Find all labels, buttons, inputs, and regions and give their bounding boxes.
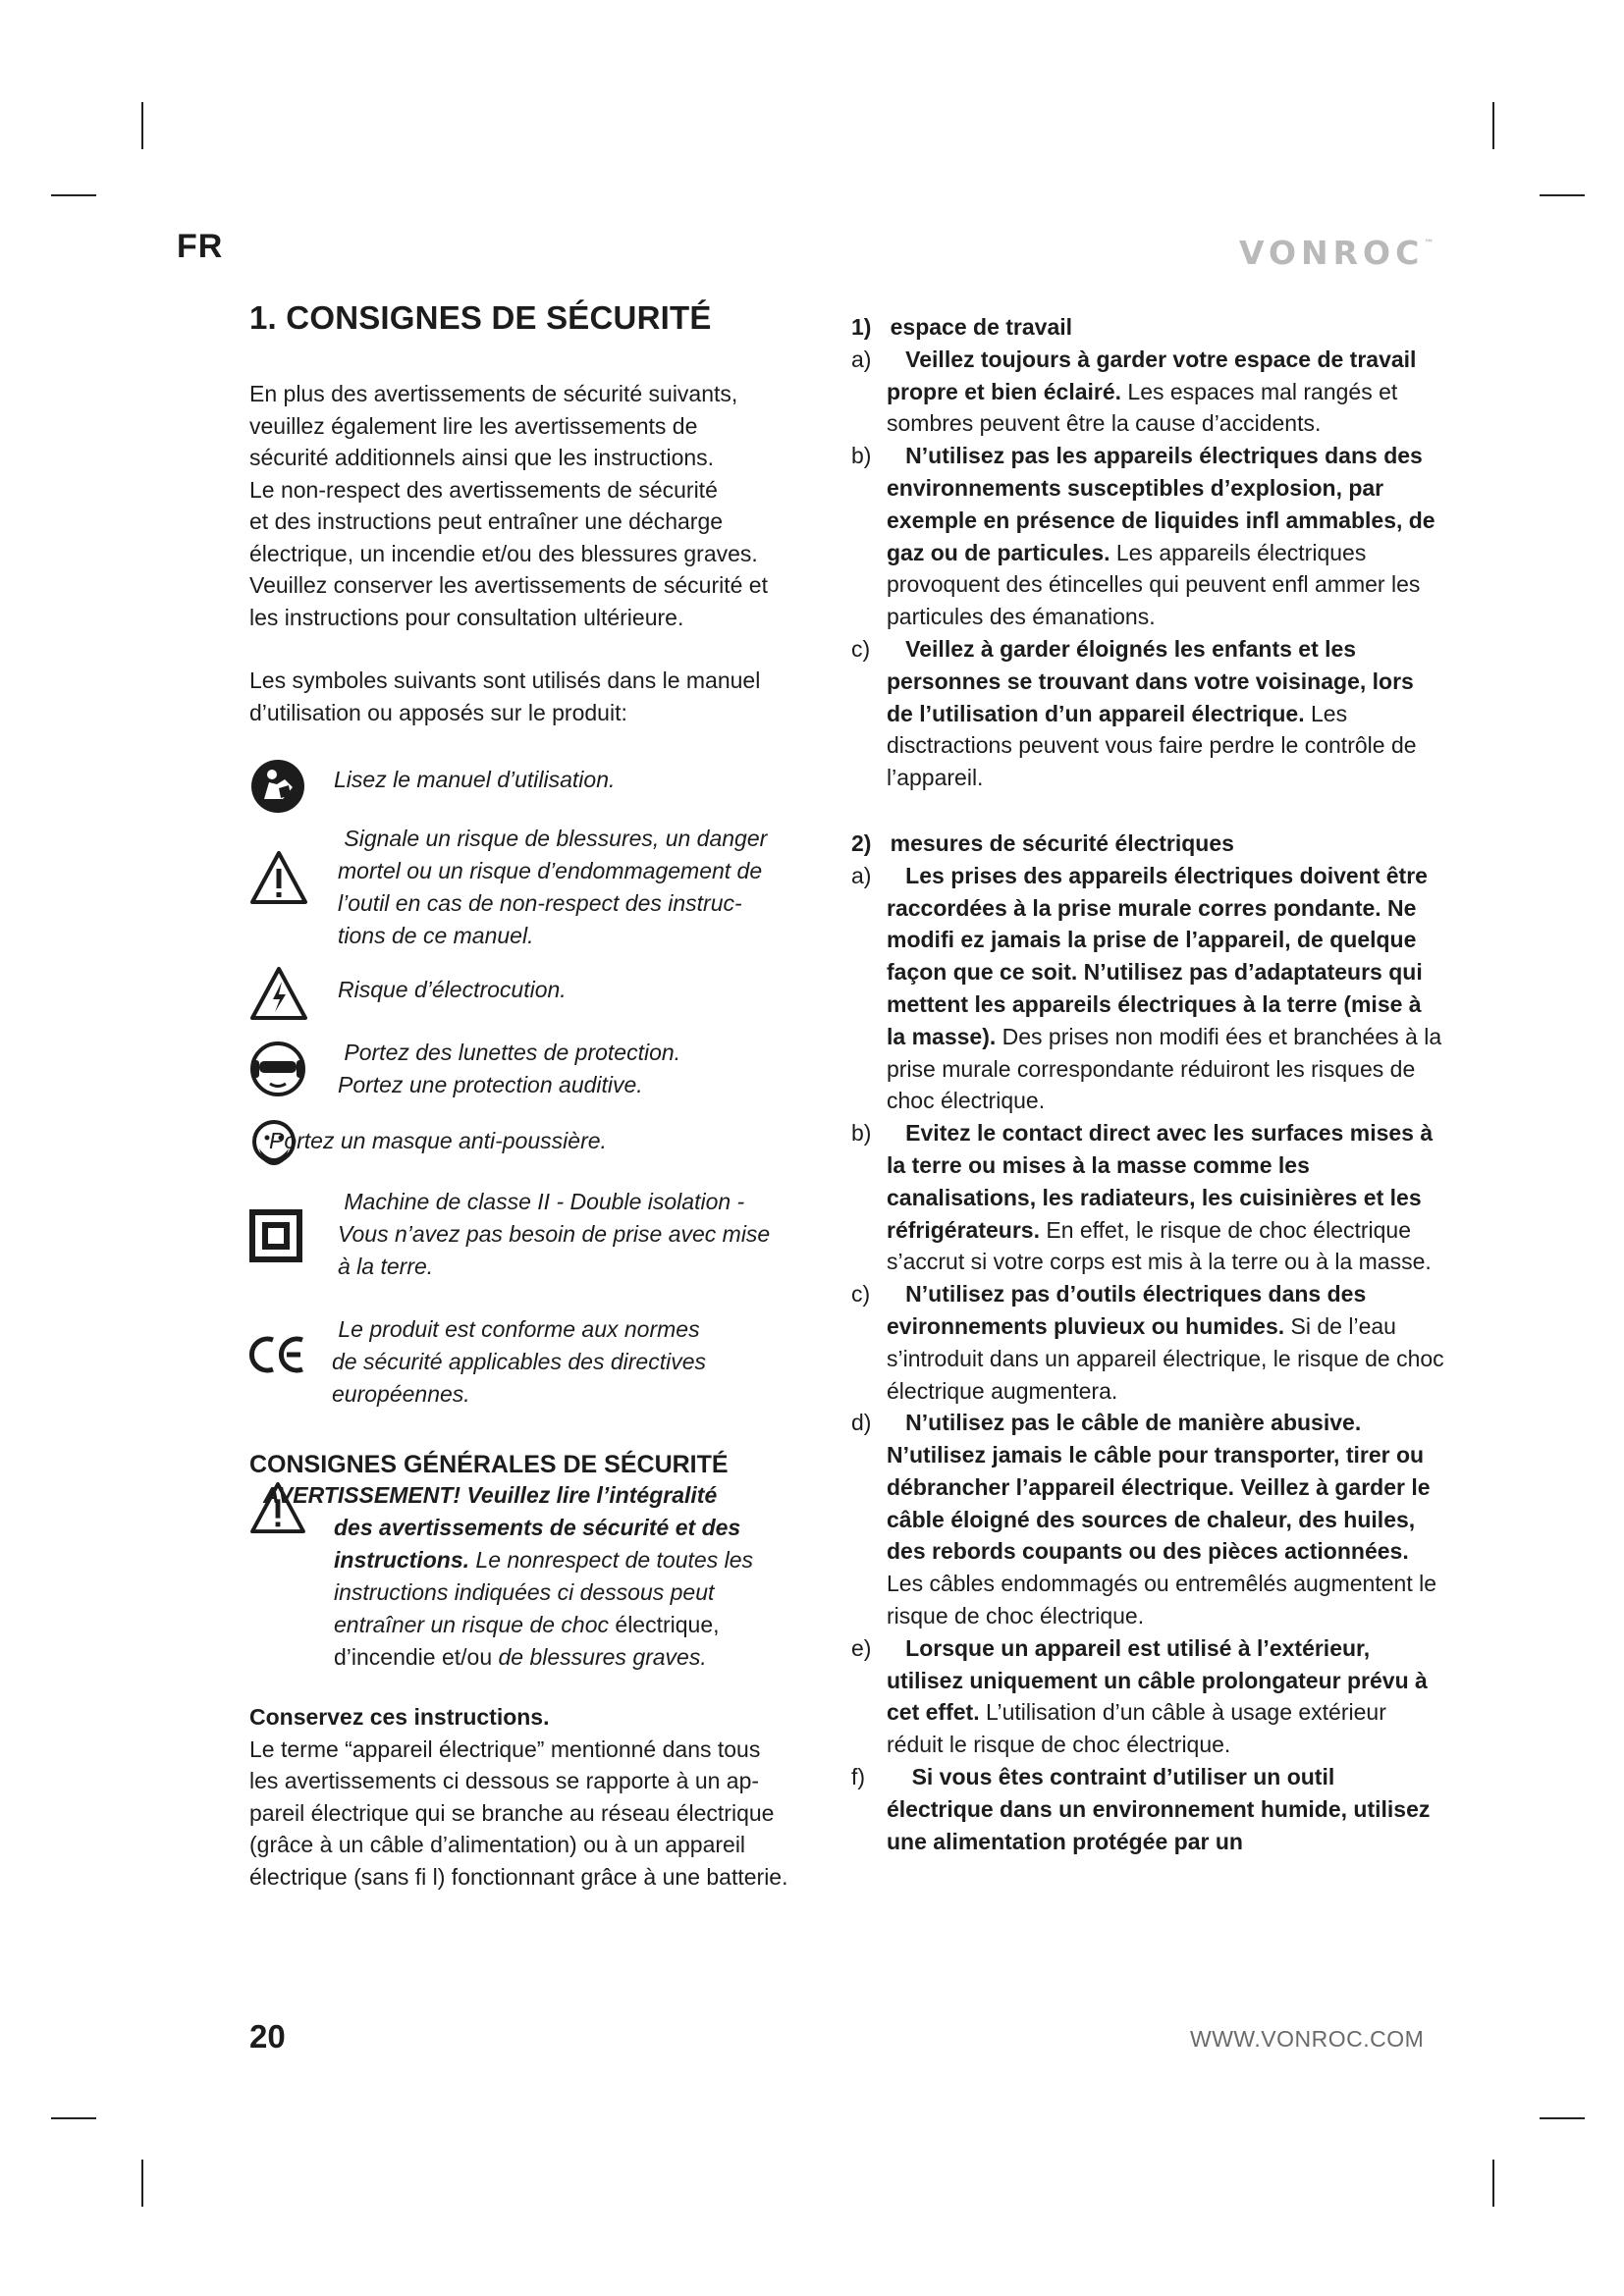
item-text: Les disctractions peuvent vous faire perdre le contrôle de l’appareil. <box>887 700 1417 791</box>
item-lead: N’utilisez pas d’outils électriques dans des evironnements pluvieux ou humides. <box>887 1281 1373 1339</box>
item-text: En effet, le risque de choc électrique s’accrut si votre corps est mis à la terre ou à la masse. <box>887 1216 1432 1275</box>
subsection-title: 1) espace de travail <box>851 314 1073 340</box>
read-manual-icon <box>249 758 306 815</box>
symbol-mask <box>249 1117 835 1186</box>
list-item <box>851 440 1445 633</box>
item-label: a) <box>851 346 872 372</box>
text-line: AVERTISSEMENT! Veuillez lire l’intégralité <box>263 1482 718 1508</box>
symbol-text <box>338 1186 829 1283</box>
text-line: pareil électrique qui se branche au réseau électrique <box>249 1799 775 1826</box>
text-line: l’outil en cas de non-respect des instruc- <box>338 890 742 916</box>
symbol-manual <box>249 756 835 821</box>
item-lead: N’utilisez pas le câble de manière abusive. N’utilisez jamais le câble pour transporter, tirer ou débrancher l’appareil électrique. Veillez à garder le câble éloigné des sources de chaleur, des huiles, des rebords coupants ou des pièces actionnées. <box>887 1410 1436 1565</box>
list-item <box>851 860 1445 1117</box>
text-line: européennes. <box>332 1381 470 1407</box>
item-label: d) <box>851 1410 872 1436</box>
page-number: 20 <box>249 2018 286 2055</box>
text-line: Portez des lunettes de protection. <box>338 1040 681 1065</box>
item-label: f) <box>851 1764 866 1790</box>
keep-instructions <box>249 1701 835 1893</box>
general-safety-title: CONSIGNES GÉNÉRALES DE SÉCURITÉ <box>249 1451 729 1478</box>
text-line: Le produit est conforme aux normes <box>332 1316 700 1342</box>
item-label: b) <box>851 443 872 469</box>
text-span: entraîner un risque de choc <box>334 1612 610 1637</box>
text-span: électrique, <box>609 1612 720 1637</box>
item-lead: Lorsque un appareil est utilisé à l’extérieur, utilisez uniquement un câble prolongateur prévu à cet effet. <box>887 1634 1435 1726</box>
subsection-title: 2) mesures de sécurité électriques <box>851 829 1234 856</box>
text-line: tions de ce manuel. <box>338 923 534 948</box>
item-label: c) <box>851 1281 871 1308</box>
item-lead: Evitez le contact direct avec les surfaces mises à la terre ou mises à la masse comme les canalisations, les radiateurs, les cuisinières et les réfrigérateurs. <box>887 1120 1439 1243</box>
warning-text <box>263 1479 813 1674</box>
item-lead: Veillez toujours à garder votre espace de travail propre et bien éclairé. <box>887 346 1423 404</box>
crop-mark <box>141 102 143 149</box>
warning-triangle-icon <box>249 850 308 905</box>
list-item <box>851 1632 1445 1761</box>
keep-title: Conservez ces instructions. <box>249 1704 550 1730</box>
symbol-danger <box>249 823 835 960</box>
text-line: et des instructions peut entraîner une décharge <box>249 508 724 534</box>
website-url: WWW.VONROC.COM <box>1190 2026 1425 2052</box>
item-label: e) <box>851 1634 872 1661</box>
symbols-intro <box>249 665 835 728</box>
item-lead: Veillez à garder éloignés les enfants et les personnes se trouvant dans votre voisinage, lors de l’utilisation d’un appareil électrique. <box>887 635 1421 726</box>
symbol-text <box>338 823 829 952</box>
intro-paragraph <box>249 378 835 633</box>
text-line: de sécurité applicables des directives <box>332 1349 706 1374</box>
item-text: Les espaces mal rangés et sombres peuvent être la cause d’accidents. <box>887 378 1398 437</box>
text-line: des avertissements de sécurité et des <box>334 1515 741 1540</box>
symbol-electric <box>249 966 835 1029</box>
electric-shock-icon <box>249 966 308 1021</box>
text-line: Vous n’avez pas besoin de prise avec mise <box>338 1221 771 1247</box>
text-line: mortel ou un risque d’endommagement de <box>338 858 763 883</box>
text-line: veuillez également lire les avertissements de <box>249 412 698 439</box>
ce-mark-icon <box>249 1335 308 1374</box>
section-title: 1. CONSIGNES DE SÉCURITÉ <box>249 299 712 336</box>
symbol-text <box>332 1313 823 1411</box>
text-line: à la terre. <box>338 1254 434 1279</box>
crop-mark <box>1540 2117 1585 2119</box>
symbol-protection <box>249 1037 835 1115</box>
list-item <box>851 344 1445 440</box>
goggles-earmuffs-icon <box>249 1041 306 1097</box>
right-column <box>851 311 1445 1857</box>
item-label: b) <box>851 1120 872 1147</box>
left-column <box>249 299 835 1893</box>
symbol-text: Risque d’électrocution. <box>338 977 567 1002</box>
crop-mark <box>141 2160 143 2207</box>
text-span: instructions. <box>334 1547 470 1573</box>
list-item <box>851 1117 1445 1278</box>
text-line: Machine de classe II - Double isolation - <box>338 1189 745 1214</box>
text-line: Portez une protection auditive. <box>338 1072 643 1097</box>
list-item <box>851 1278 1445 1407</box>
crop-mark <box>51 2117 96 2119</box>
brand-logo: VONROC™ <box>1239 234 1435 272</box>
text-line: électrique (sans fi l) fonctionnant grâce à une batterie. <box>249 1863 788 1890</box>
symbol-class2 <box>249 1186 835 1313</box>
item-text: Si de l’eau s’introduit dans un appareil électrique, le risque de choc électrique augmentera. <box>887 1312 1444 1404</box>
double-insulation-icon <box>249 1209 302 1262</box>
crop-mark <box>1492 2160 1494 2207</box>
item-label: a) <box>851 862 872 888</box>
symbol-text <box>338 1037 829 1101</box>
text-line: instructions indiquées ci dessous peut <box>334 1579 715 1605</box>
crop-mark <box>51 194 96 196</box>
text-line: Le non-respect des avertissements de sécurité <box>249 476 718 503</box>
text-line: Les symboles suivants sont utilisés dans le manuel <box>249 667 761 693</box>
item-lead: N’utilisez pas les appareils électriques dans des environnements susceptibles d’explosion, par exemple en présence de liquides infl ammables, de gaz ou de particules. <box>887 443 1441 565</box>
text-line: Veuillez conserver les avertissements de sécurité et <box>249 572 768 598</box>
text-line: d’utilisation ou apposés sur le produit: <box>249 699 627 725</box>
text-line: les instructions pour consultation ultérieure. <box>249 604 684 630</box>
text-span: Le nonrespect de toutes les <box>469 1547 753 1573</box>
symbol-text: Portez un masque anti-poussière. <box>269 1128 607 1153</box>
item-lead: Si vous êtes contraint d’utiliser un outil électrique dans un environnement humide, utilisez une alimentation protégée par un <box>887 1764 1436 1854</box>
item-text: Les appareils électriques provoquent des étincelles qui peuvent enfl ammer les particules des émanations. <box>887 539 1421 630</box>
crop-mark <box>1540 194 1585 196</box>
text-line: sécurité additionnels ainsi que les instructions. <box>249 445 715 470</box>
text-line: (grâce à un câble d’alimentation) ou à un appareil <box>249 1832 746 1857</box>
text-line: les avertissements ci dessous se rapporte à un ap- <box>249 1768 760 1793</box>
text-line: En plus des avertissements de sécurité suivants, <box>249 381 738 406</box>
item-text: Des prises non modifi ées et branchées à la prise murale correspondante réduiront les risques de choc électrique. <box>887 1023 1442 1114</box>
crop-mark <box>1492 102 1494 149</box>
item-text: L’utilisation d’un câble à usage extérieur réduit le risque de choc électrique. <box>887 1699 1386 1758</box>
list-item <box>851 1407 1445 1632</box>
language-code: FR <box>177 228 224 265</box>
symbol-text: Lisez le manuel d’utilisation. <box>334 767 616 792</box>
symbol-ce <box>249 1313 835 1441</box>
text-line: Signale un risque de blessures, un danger <box>338 826 768 851</box>
text-span: d’incendie et/ou <box>334 1644 493 1670</box>
text-line: électrique, un incendie et/ou des blessures graves. <box>249 540 758 566</box>
item-lead: Les prises des appareils électriques doivent être raccordées à la prise murale corres pondante. Ne modifi ez jamais la prise de l’appareil, de quelque façon que ce soit. N’utilisez pas d’adaptateurs qui mettent les appareils électriques à la terre (mise à la masse). <box>887 862 1435 1049</box>
list-item <box>851 1761 1445 1857</box>
text-span: de blessures graves. <box>492 1644 707 1670</box>
text-line: Le terme “appareil électrique” mentionné dans tous <box>249 1735 761 1762</box>
item-label: c) <box>851 635 871 662</box>
general-warning <box>249 1479 835 1676</box>
item-text: Les câbles endommagés ou entremêlés augmentent le risque de choc électrique. <box>887 1571 1437 1629</box>
list-item <box>851 633 1445 794</box>
